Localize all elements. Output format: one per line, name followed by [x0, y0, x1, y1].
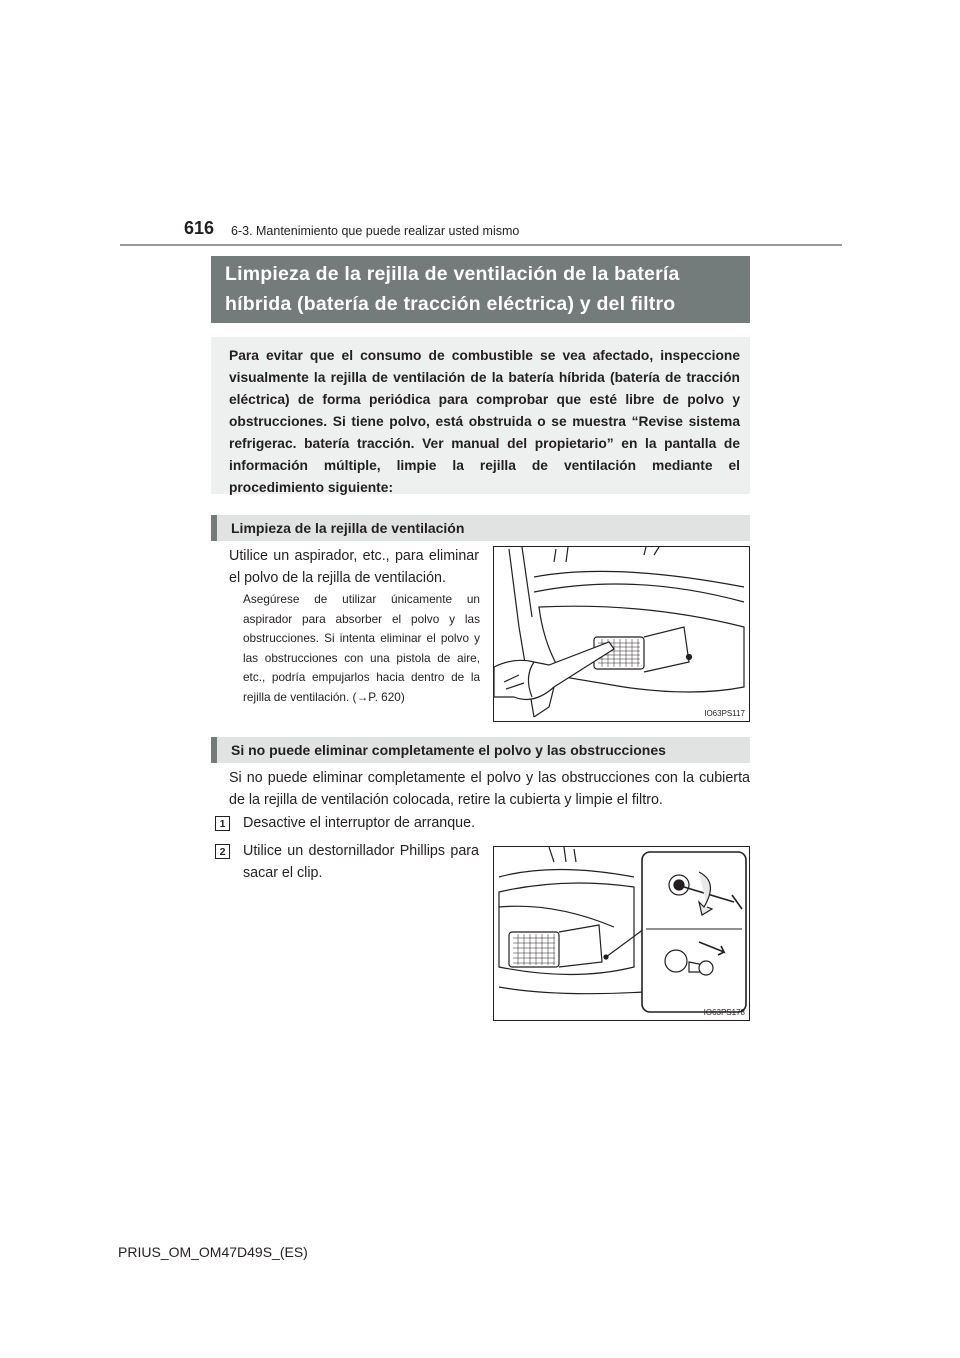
figure-remove-clip [493, 846, 750, 1021]
grille-cleaning-text: Utilice un aspirador, etc., para eliminar el polvo de la rejilla de ventilación. [229, 548, 479, 586]
section-label: 6-3. Mantenimiento que puede realizar usted mismo [231, 224, 520, 238]
section-heading-grille-cleaning: Limpieza de la rejilla de ventilación [211, 515, 750, 541]
page-title [211, 256, 750, 323]
vacuum-grille-illustration [494, 547, 749, 721]
intro-paragraph: Para evitar que el consumo de combustible se vea afectado, inspeccione visualmente la rejilla de ventilación de la batería híbrida (batería de tracción eléctrica) de forma periódica para comprobar que esté libre de polvo y obstrucciones. Si tiene polvo, está obstruida o se muestra “Revise sistema refrigerac. batería tracción. Ver manual del propietario” en la pantalla de información múltiple, limpie la rejilla de ventilación mediante el procedimiento siguiente: [211, 337, 750, 494]
step-number-1: 1 [215, 816, 230, 831]
page-number: 616 [184, 218, 215, 238]
header-divider [120, 244, 842, 246]
figure-vacuum-cleaning-grille [493, 546, 750, 722]
page-title-line-1: Limpieza de la rejilla de ventilación de la batería [225, 263, 680, 285]
figure-code: IO63PS178 [703, 1008, 745, 1017]
grille-cleaning-note [243, 590, 480, 707]
remove-debris-text: Si no puede eliminar completamente el polvo y las obstrucciones con la cubierta de la rejilla de ventilación colocada, retire la cubierta y limpie el filtro. [229, 770, 750, 808]
figure-code: IO63PS117 [704, 709, 745, 718]
step-text-1: Desactive el interruptor de arranque. [243, 815, 476, 831]
step-text-2: Utilice un destornillador Phillips para sacar el clip. [243, 843, 479, 881]
page-title-line-2: híbrida (batería de tracción eléctrica) y del filtro [225, 293, 676, 315]
document-code-footer: PRIUS_OM_OM47D49S_(ES) [118, 1244, 308, 1260]
clip-removal-illustration [494, 847, 749, 1020]
page-reference[interactable]: (→P. 620) [352, 689, 405, 704]
section-heading-remove-debris: Si no puede eliminar completamente el polvo y las obstrucciones [211, 737, 750, 763]
grille-cleaning-note-text: Asegúrese de utilizar únicamente un aspirador para absorber el polvo y las obstrucciones. Si intenta eliminar el polvo y las obstrucciones con una pistola de aire, etc., podría empujarlos hacia dentro de la rejilla de ventilación. [243, 592, 480, 704]
step-number-2: 2 [215, 844, 230, 859]
